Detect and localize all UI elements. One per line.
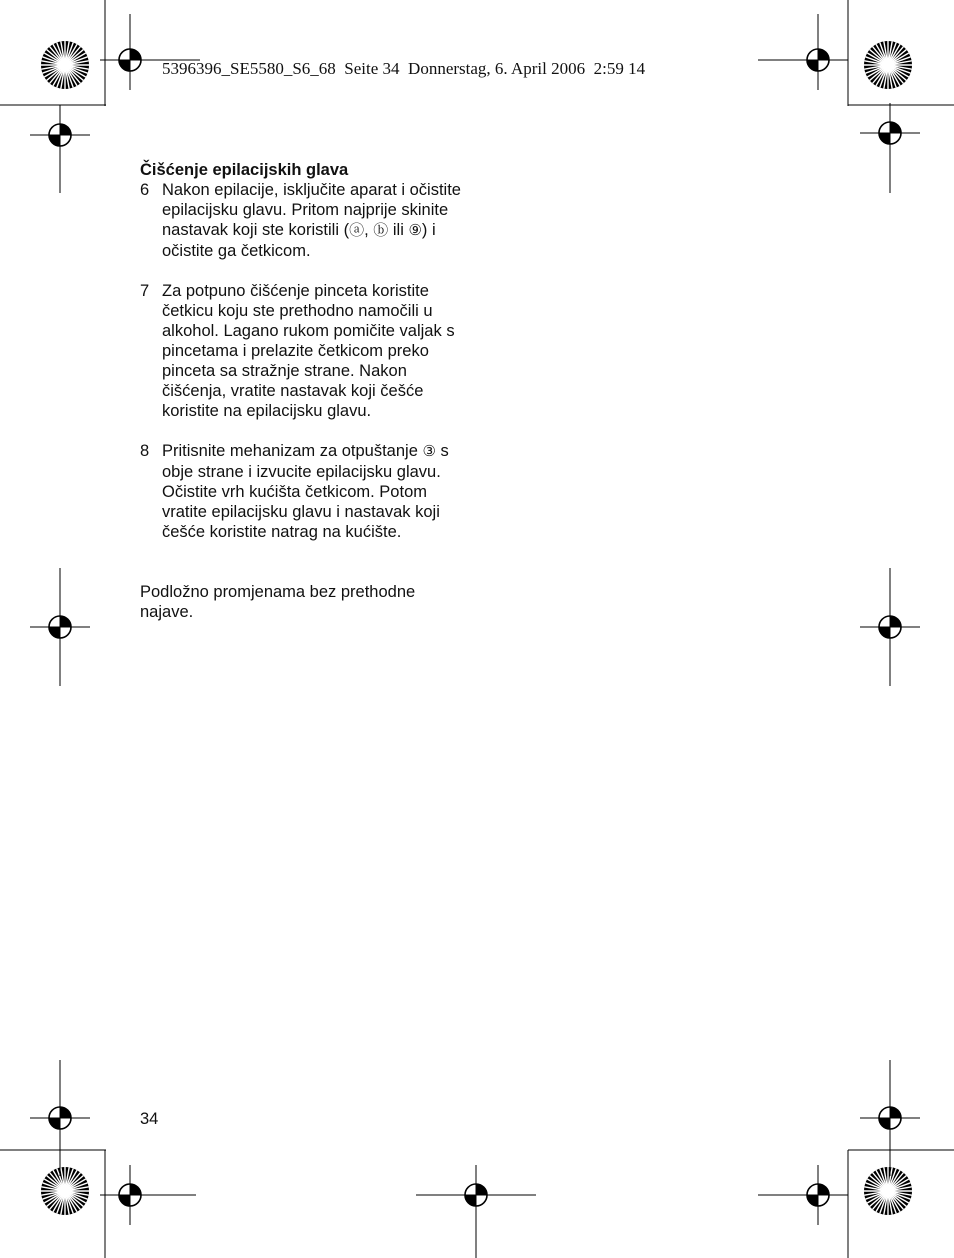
color-bar-star-icon bbox=[41, 1167, 89, 1215]
color-bar-star-icon bbox=[864, 41, 912, 89]
part-3-symbol: ③ bbox=[422, 443, 436, 460]
step-text: Nakon epilacije, isključite aparat i očistite epilacijsku glavu. Pritom najprije skinite nastavak koji ste koristili (ⓐ, ⓑ ili ⑨) i očistite ga četkicom. bbox=[162, 181, 461, 260]
step-number: 8 bbox=[140, 442, 150, 460]
slug-page: Seite 34 bbox=[344, 59, 400, 78]
slug-time: 2:59 14 bbox=[593, 59, 646, 78]
page-number: 34 bbox=[140, 1110, 159, 1128]
part-1a-symbol: ⓐ bbox=[349, 222, 365, 239]
step-6 bbox=[140, 180, 470, 261]
print-slug-header bbox=[162, 59, 645, 79]
slug-date: Donnerstag, 6. April 2006 bbox=[408, 59, 586, 78]
color-bar-star-icon bbox=[864, 1167, 912, 1215]
section-heading: Čišćenje epilacijskih glava bbox=[140, 161, 349, 179]
color-bar-star-icon bbox=[41, 41, 89, 89]
step-number: 7 bbox=[140, 282, 150, 300]
slug-id: 5396396_SE5580_S6_68 bbox=[162, 59, 336, 78]
main-content bbox=[140, 160, 470, 622]
step-8 bbox=[140, 441, 470, 542]
step-number: 6 bbox=[140, 181, 150, 199]
disclaimer-note: Podložno promjenama bez prethodne najave. bbox=[140, 583, 416, 621]
step-text: Pritisnite mehanizam za otpuštanje ③ s obje strane i izvucite epilacijsku glavu. Očistite vrh kućišta četkicom. Potom vratite epilacijsku glavu i nastavak koji češće koristite natrag na kućište. bbox=[162, 442, 449, 541]
part-9-symbol: ⑨ bbox=[408, 222, 422, 239]
part-1b-symbol: ⓑ bbox=[373, 222, 389, 239]
step-7 bbox=[140, 281, 470, 421]
step-text: Za potpuno čišćenje pinceta koristite četkicu koju ste prethodno namočili u alkohol. Lagano rukom pomičite valjak s pincetama i prelazite četkicom preko pinceta sa stražnje strane. Nakon čišćenja, vratite nastavak koji češće koristite na epilacijsku glavu. bbox=[162, 282, 455, 420]
